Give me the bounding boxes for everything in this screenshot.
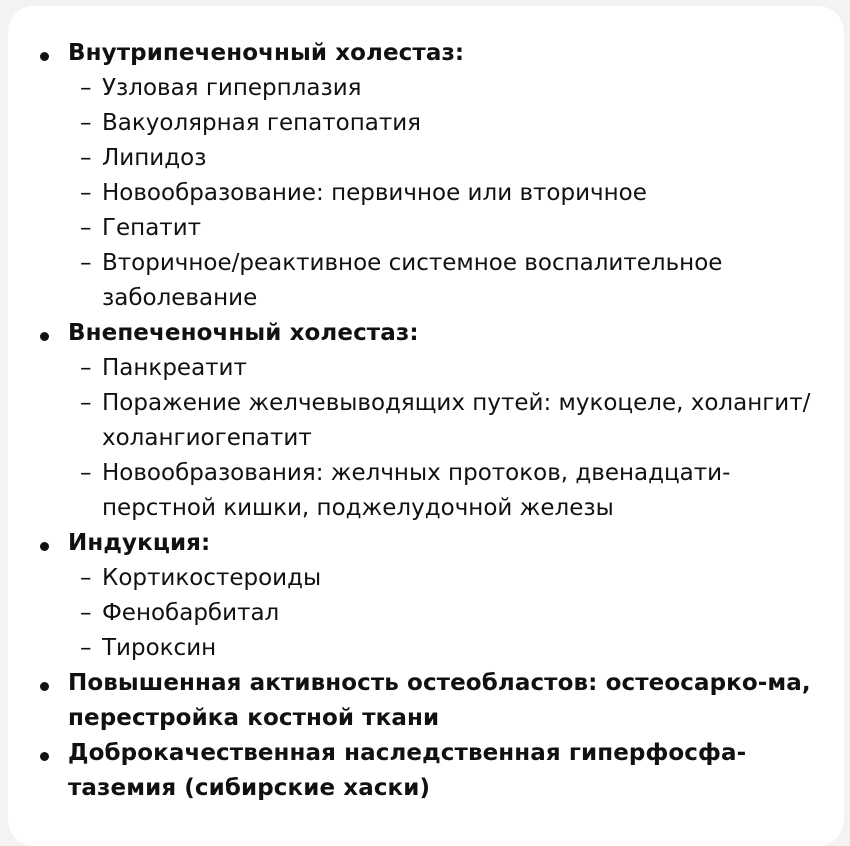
dash-marker: – xyxy=(80,145,92,171)
sub-item xyxy=(70,631,814,666)
dash-marker: – xyxy=(80,390,92,416)
sub-item-text: Вакуолярная гепатопатия xyxy=(102,110,422,136)
sub-item xyxy=(70,71,814,106)
sub-item xyxy=(70,456,814,526)
list-item xyxy=(36,526,814,666)
sub-item xyxy=(70,106,814,141)
sub-item-text: Кортикостероиды xyxy=(102,565,322,591)
sub-item-text: Гепатит xyxy=(102,215,202,241)
sub-item xyxy=(70,351,814,386)
dash-marker: – xyxy=(80,110,92,136)
dash-marker: – xyxy=(80,600,92,626)
sub-item xyxy=(70,211,814,246)
sub-item-text: Вторичное/реактивное системное воспалительное заболевание xyxy=(102,250,723,311)
dash-marker: – xyxy=(80,250,92,276)
sub-list xyxy=(68,561,814,666)
item-heading: Повышенная активность остеобластов: остеосарко-ма, перестройка костной ткани xyxy=(68,670,811,731)
sub-list xyxy=(68,351,814,526)
dash-marker: – xyxy=(80,635,92,661)
item-heading: Индукция: xyxy=(68,530,211,556)
sub-item xyxy=(70,596,814,631)
sub-item xyxy=(70,246,814,316)
sub-item xyxy=(70,141,814,176)
sub-item-text: Поражение желчевыводящих путей: мукоцеле, холангит/холангиогепатит xyxy=(102,390,811,451)
item-heading: Внепеченочный холестаз: xyxy=(68,320,419,346)
sub-list xyxy=(68,71,814,316)
list-item xyxy=(36,666,814,736)
sub-item xyxy=(70,386,814,456)
item-heading: Внутрипеченочный холестаз: xyxy=(68,40,465,66)
dash-marker: – xyxy=(80,180,92,206)
sub-item xyxy=(70,176,814,211)
dash-marker: – xyxy=(80,460,92,486)
sub-item xyxy=(70,561,814,596)
dash-marker: – xyxy=(80,215,92,241)
sub-item-text: Новообразования: желчных протоков, двенадцати-перстной кишки, поджелудочной железы xyxy=(102,460,731,521)
content-card xyxy=(8,6,844,846)
dash-marker: – xyxy=(80,75,92,101)
sub-item-text: Новообразование: первичное или вторичное xyxy=(102,180,647,206)
sub-item-text: Фенобарбитал xyxy=(102,600,280,626)
sub-item-text: Тироксин xyxy=(102,635,217,661)
sub-item-text: Панкреатит xyxy=(102,355,247,381)
list-item xyxy=(36,316,814,526)
sub-item-text: Липидоз xyxy=(102,145,207,171)
item-heading: Доброкачественная наследственная гиперфосфа-таземия (сибирские хаски) xyxy=(68,740,747,801)
dash-marker: – xyxy=(80,565,92,591)
sub-item-text: Узловая гиперплазия xyxy=(102,75,362,101)
dash-marker: – xyxy=(80,355,92,381)
list-item xyxy=(36,736,814,806)
list-item xyxy=(36,36,814,316)
cause-list xyxy=(36,36,814,806)
